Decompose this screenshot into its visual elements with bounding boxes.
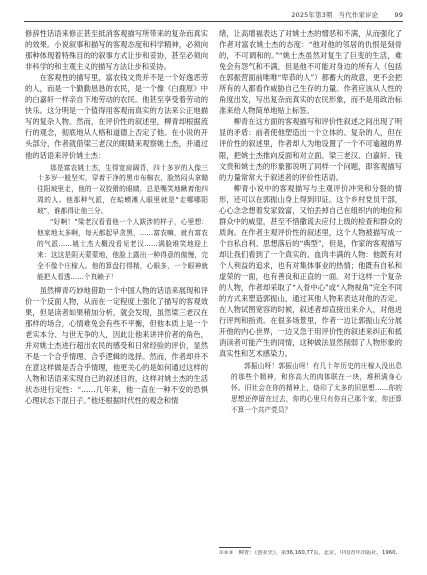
paragraph: 在客观性的描写里，富农钱文贵并不是一个好逸恶劳的人，而是一个勤勤恳恳的农民，是一个像《白鹿原》中的白嘉轩一样亲自下地劳动的农民。他甚至享受着劳动的快乐。这分明是一个值得用客观而真实的方法来公正地描写的复杂人物。然而，在评价性的叙述里，柳青却根据流行的观念，彻底地从人格和道德上否定了他。在小说的开头部分，作者就借梁三老汉的眼睛来观察姚士杰，并通过他的话语来评价姚士杰： — [25, 73, 208, 160]
journal-name: 当代作家评论 — [338, 11, 379, 19]
running-head — [287, 10, 403, 19]
paragraph: 柳青在这方面的客观描写和评价性叙述之间出现了明显的矛盾：前者使他塑造出一个立体的、复杂的人，但在评价性的叙述里，作者却人为地设置了一个不可逾越的界限，把姚士杰推向反面和对立面。梁三老汉、白嘉轩、钱文贵和姚士杰的形象都说明了同样一个问题，即客观描写的力量常常大于叙述者的评价性话语。 — [219, 117, 402, 182]
quote-paragraph: 那是富农姚士杰，生得宽肩阔背，四十多岁的人像三十多岁一般坚实，穿着干净的黑市布棉衣，脸然闷头拿锄往阳坡里走，他的一双狡猾的眼睛，总是嘴笑地瞅着他四周的人。他那种气派，在蛤蟆滩人眼里就是“走哪哪阳坡”，谁都得让他三分。 — [37, 163, 208, 216]
quote-paragraph: 郭振山呀！郭振山呀！有几十年历史的庄稼人没出息的那些个精神，和你高大的肉体联在一块，堆积满身心怀。旧社会在你的精神上，烙印了太多的旧思想……你的思想还停留在过去，你的心里只有你自己那个家，你还算不算一个共产党员？ — [231, 362, 402, 415]
quote-paragraph: “好啊！”梁老汉看看他一个人跋涉的样子，心里想：他家地太多啊，每天都起早贪黑，……富农嘛，就有富农的气派……姚士杰大概没看见老汉……满脸堆笑地迎上来：这这是阴天蒙蒙地，他脸上露出一种得意的傲慢，完全不像个庄稼人。他的算盘打得精，心眼多，一个眼神就能把人看透……个真赖子！ — [37, 218, 208, 281]
header-rule — [24, 21, 403, 22]
block-quote — [37, 163, 208, 283]
paragraph: 柳青小说中的客观描写与主观评价冲突和分裂的情形，还可以在郭振山身上得到印证。这个乡村党员干部，心心念念想着发家致富，又怕丢掉自己在组织内的地位和群众中的威望，甚至不惜撒谎去应付上级的检查和群众的质询。在作者主观评价性的叙述里，这个人物被描写成一个自私自利、思想落后的“典型”，但是，作家的客观描写却让我们看到了一个真实的、血肉丰满的人物：他既有对个人利益的追求，也有对集体事业的热情；他既有自私和虚荣的一面，也有善良和正直的一面。对于这样一个复杂的人物，作者却采取了“入骨中心”或“入物视角”完全不同的方式来塑造郭振山，通过其他人物来表达对他的否定。在人物试图宽容的时候，叙述者却直接出来介入，对他进行评判和指责。在很多场景里，作者一边让郭振山充分展开他的内心世界，一边又急于用评价性的叙述来纠正和抵消读者可能产生的同情，这种做法显然削弱了人物形象的真实性和艺术感染力。 — [219, 183, 402, 359]
footnote: ①②③ 柳青：《创业史》，第36,160,77页，北京，中国青年出版社，1960。 — [219, 550, 401, 556]
issue-label: 2025年第3期 — [291, 11, 333, 19]
paragraph: 绪，让高增福表达了对姚士杰的憎恶和不满，从而强化了作者对富农姚士杰的态度：“他对他的邻居的仇恨是刻骨的，不可调和的。”“姚士杰虽然对复生了巨变的生活，难免会有怨气和不满，但是他不可能对身边的所有人（包括在郭振营面前唯唯“卑恭的人”）都蓄大的敌意，更不会把所有的人都看作威胁自己生存的力量。作者应该从人性的角度出发，写出复杂而真实的农民形象，而不是用政治标准来给人物简单地贴上标签。 — [219, 29, 402, 116]
paragraph: 虽然柳青巧妙地借助一个中国人物的话语来展现和评价一个反面人物，从而在一定程度上强化了描写的客观效果，但是读者如果稍加分析，就会发现，虽然梁三老汉在那样的场合，心情难免会有些不平衡，但他本质上是一个老实本分、与世无争的人，因此让他来讲评价者的角色，并对姚士杰进行超出农民的感受和日常经验的评价，显然不是一个合乎情理、合乎逻辑的选择。然而，作者却并不在意这样做是否合乎情理，他更关心的是如何通过这样的人物和话语来实现自己的叙述目的，这样对姚士杰的生活状态进行定性：“……几年来，他一直在一种不安的恐惧心理状态下混日子。”他还根据时代性的观念和情 — [25, 285, 208, 405]
block-quote — [231, 361, 402, 416]
left-column — [25, 28, 208, 406]
page-number: 99 — [394, 11, 403, 19]
footnote-rule — [219, 547, 251, 548]
right-column — [219, 28, 402, 418]
paragraph: 修辞性话语来修正甚至抵消客观描写所带来的复杂而真实的效果。小说叙事和描写的客观态度和科学精神，必须向那种体现着特殊目的的叙事方式让步和妥协，甚至必须向非科学的和主观主义的描写方法让步和妥协。 — [25, 29, 208, 72]
page-header — [0, 10, 427, 22]
